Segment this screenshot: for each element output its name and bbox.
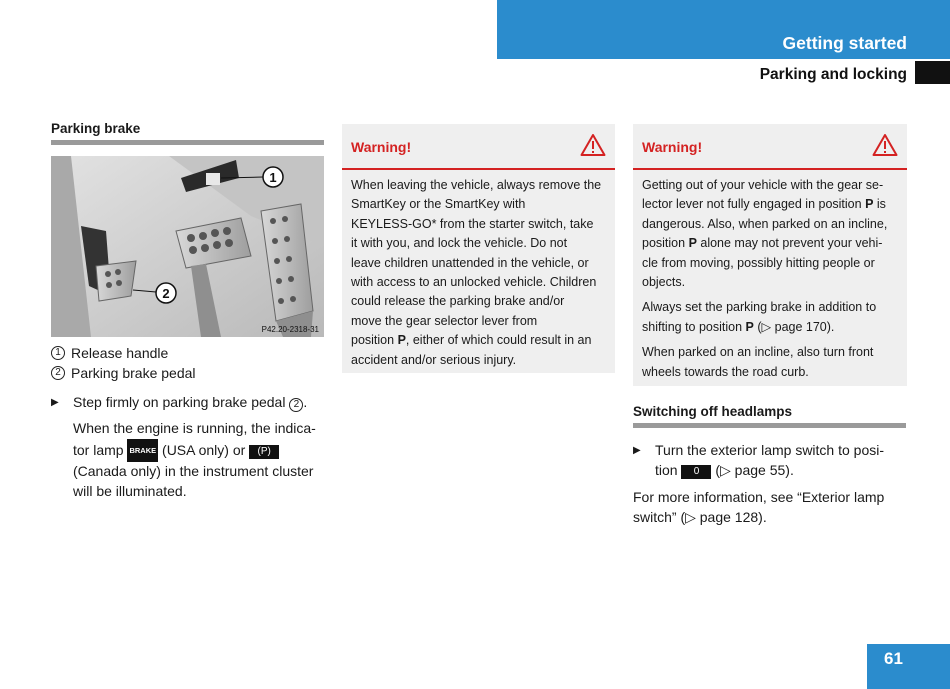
more-info-paragraph (633, 487, 906, 527)
warning-box-gear (633, 124, 907, 386)
warning-line: When parked on an incline, also turn front (642, 345, 874, 360)
warning-line (642, 234, 903, 253)
step-ref-number: 2 (289, 398, 303, 412)
step-text (655, 440, 884, 480)
para-line: For more information, see “Exterior lamp (633, 489, 885, 505)
warning-paragraph (642, 343, 903, 382)
warning-text: shifting to position (642, 319, 746, 334)
page-number: 61 (884, 649, 903, 668)
warning-text: is (873, 197, 886, 212)
warning-line: Always set the parking brake in addition to (642, 300, 877, 315)
figure-code: P42.20-2318-31 (261, 325, 319, 334)
warning-text: alone may not prevent your vehi- (696, 236, 883, 251)
warning-text: , either of which could result in an (405, 333, 592, 348)
thumb-tab (915, 61, 950, 84)
parking-brake-figure (51, 156, 324, 337)
warning-line: When leaving the vehicle, always remove the (351, 178, 602, 192)
warning-line (642, 318, 903, 337)
page-number-box (867, 644, 950, 689)
warning-line: could release the parking brake and/or (351, 294, 565, 309)
warning-text: position (351, 333, 398, 348)
warning-line: with access to an unlocked vehicle. Children (351, 275, 597, 290)
warning-line: wheels towards the road curb. (642, 364, 809, 379)
warning-line: leave children unattended in the vehicle, or (351, 255, 589, 270)
warning-bold: P (397, 333, 406, 348)
warning-bold: P (745, 319, 754, 334)
warning-line: accident and/or serious injury. (351, 352, 517, 367)
warning-text: (▷ page 170). (753, 319, 835, 334)
section-title: Getting started (782, 33, 907, 53)
para-text: tor lamp (73, 441, 128, 458)
warning-line: KEYLESS-GO* from the starter switch, take (351, 216, 594, 231)
step-arrow-icon: ▶ (633, 445, 641, 456)
warning-line: Getting out of your vehicle with the gear se- (642, 178, 884, 192)
warning-paragraph (642, 176, 903, 292)
warning-text: lector lever not fully engaged in position (642, 197, 866, 212)
para-line (73, 439, 324, 463)
lamp-switch-off-icon: 0 (681, 465, 711, 479)
warning-triangle-icon (580, 133, 606, 157)
warning-line (642, 195, 903, 214)
warning-title: Warning! (642, 139, 703, 155)
warning-bold: P (688, 236, 697, 251)
step-line (655, 460, 884, 480)
legend-item (51, 363, 324, 383)
step-line: Turn the exterior lamp switch to posi- (655, 442, 885, 458)
warning-bold: P (865, 197, 874, 212)
warning-title: Warning! (351, 139, 412, 155)
figure-legend (51, 343, 324, 383)
warning-box-keys (342, 124, 615, 373)
legend-text: Release handle (71, 345, 169, 361)
warning-header (633, 124, 907, 170)
warning-paragraph (642, 298, 903, 337)
para-text: (USA only) or (158, 441, 250, 458)
legend-text: Parking brake pedal (71, 365, 196, 381)
headlamps-section (633, 404, 906, 527)
warning-line: SmartKey or the SmartKey with (351, 197, 526, 212)
warning-body (633, 170, 907, 396)
step-text-part: tion (655, 462, 682, 478)
para-line: switch” (▷ page 128). (633, 509, 767, 525)
brake-lamp-icon: BRAKE (127, 439, 158, 463)
warning-line: move the gear selector lever from (351, 313, 538, 328)
instruction-step (51, 392, 324, 413)
legend-number: 2 (51, 366, 65, 380)
warning-line: objects. (642, 275, 686, 290)
step-text-part: (▷ page 55). (711, 462, 794, 478)
pedal-illustration (51, 156, 324, 337)
warning-line: it with you, and lock the vehicle. Do not (351, 236, 568, 251)
legend-item (51, 343, 324, 363)
step-arrow-icon: ▶ (51, 397, 59, 408)
warning-body (342, 170, 615, 378)
step-text-part: Step firmly on parking brake pedal (73, 394, 290, 410)
para-line: will be illuminated. (73, 482, 187, 499)
warning-triangle-icon (872, 133, 898, 157)
parking-brake-column (51, 121, 324, 501)
step-text-part: . (303, 394, 308, 410)
step-text (73, 392, 307, 413)
indicator-paragraph (73, 419, 324, 501)
warning-header (342, 124, 615, 170)
warning-line: cle from moving, possibly hitting people or (642, 255, 875, 270)
parking-brake-heading: Parking brake (51, 121, 324, 145)
para-line: When the engine is running, the indica- (73, 420, 316, 436)
subsection-title: Parking and locking (759, 66, 907, 83)
figure-callout-2: 2 (162, 286, 170, 301)
parking-lamp-icon: (P) (249, 445, 279, 459)
warning-line: dangerous. Also, when parked on an incline, (642, 216, 888, 231)
figure-callout-1: 1 (269, 170, 277, 185)
para-line: (Canada only) in the instrument cluster (73, 463, 314, 479)
warning-text: position (642, 236, 689, 251)
headlamps-heading: Switching off headlamps (633, 404, 906, 428)
instruction-step (633, 440, 906, 480)
legend-number: 1 (51, 346, 65, 360)
warning-line (351, 331, 611, 350)
